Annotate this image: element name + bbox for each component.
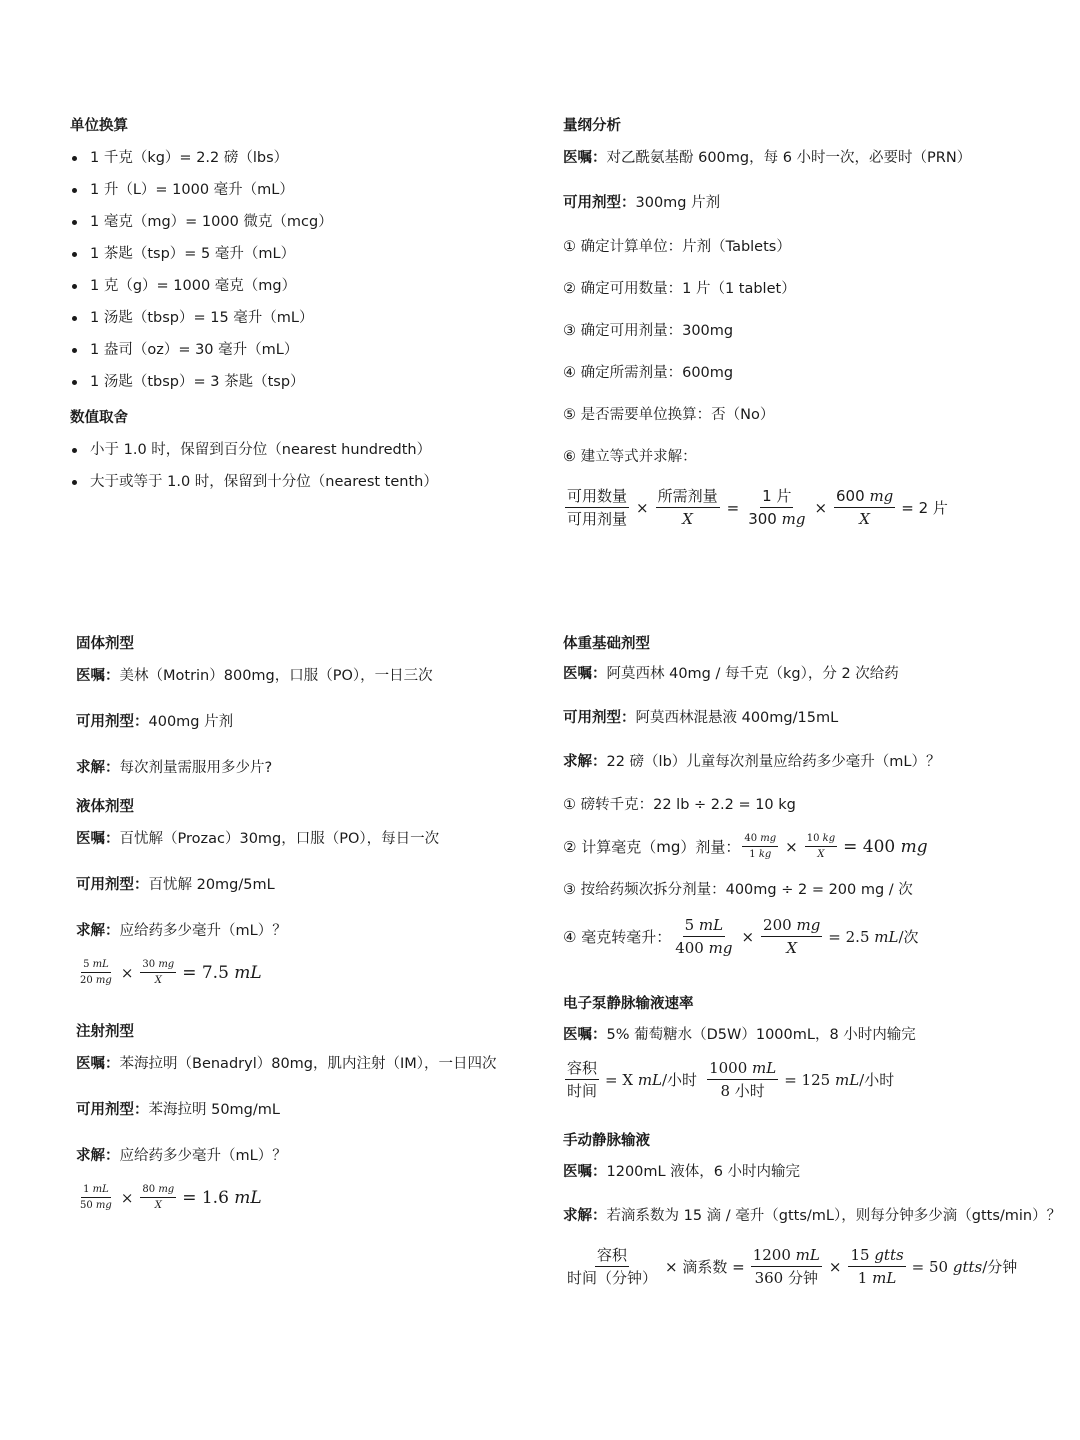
dimensional-equation: $\frac{\text{可用数量}}{\text{可用剂量}}$ × $\frac{\text{所需剂量}}{X}$ = $\frac{\text{1 片}}{300 mg}$ × $\frac{600 mg}{X}$ = 2 片 [567, 487, 948, 528]
order-line: 医嘱：5% 葡萄糖水（D5W）1000mL，8 小时内输完 [563, 1027, 916, 1043]
step-2: ② 计算毫克（mg）剂量： $\frac{40 mg}{1 kg}$ × $\frac{10 kg}{X}$ = 400 mg [563, 833, 928, 860]
pump-iv-section [563, 994, 916, 1100]
order-line: 医嘱：阿莫西林 40mg / 每千克（kg），分 2 次给药 [563, 666, 899, 682]
step-5: ⑤ 是否需要单位换算：否（No） [563, 407, 775, 423]
pump-equation: $\frac{\text{容积}}{\text{时间}}$ = X mL/小时 $\frac{1000 mL}{\text{8 小时}}$ = 125 mL/小时 [567, 1059, 895, 1100]
list-item: 1 升（L）= 1000 毫升（mL） [70, 174, 333, 206]
list-item: 大于或等于 1.0 时，保留到十分位（nearest tenth） [70, 466, 438, 498]
weight-based-section [563, 634, 941, 957]
available-line: 可用剂型：百忧解 20mg/5mL [76, 877, 275, 893]
list-item: 1 茶匙（tsp）= 5 毫升（mL） [70, 238, 333, 270]
order-line: 医嘱：百忧解（Prozac）30mg，口服（PO），每日一次 [76, 831, 440, 847]
fraction: $\frac{600 mg}{X}$ [836, 487, 894, 528]
unit-conversion-list [70, 142, 333, 398]
step-4: ④ 确定所需剂量：600mg [563, 365, 734, 381]
manual-title: 手动静脉输液 [563, 1133, 650, 1149]
list-item: 1 克（g）= 1000 毫克（mg） [70, 270, 333, 302]
liquid-title: 液体剂型 [76, 799, 134, 815]
step-6: ⑥ 建立等式并求解： [563, 449, 697, 465]
fraction: $\frac{\text{容积}}{\text{时间}}$ [567, 1059, 598, 1100]
question-line: 求解：22 磅（lb）儿童每次剂量应给药多少毫升（mL）？ [563, 754, 941, 770]
unit-conversion-section [70, 116, 333, 398]
question-line: 求解：若滴系数为 15 滴 / 毫升（gtts/mL），则每分钟多少滴（gtts/min）？ [563, 1208, 1062, 1224]
step-4: ④ 毫克转毫升： $\frac{5 mL}{400 mg}$ × $\frac{200 mg}{X}$ = 2.5 mL/次 [563, 916, 919, 957]
liquid-equation: $\frac{5 mL}{20 mg}$ × $\frac{30 mg}{X}$ = 7.5 mL [80, 959, 262, 986]
order-line: 医嘱：美林（Motrin）800mg，口服（PO），一日三次 [76, 668, 433, 684]
fraction: $\frac{1 mL}{50 mg}$ [80, 1184, 112, 1211]
step-2: ② 确定可用数量：1 片（1 tablet） [563, 281, 796, 297]
solid-title: 固体剂型 [76, 636, 134, 652]
fraction: $\frac{80 mg}{X}$ [142, 1184, 175, 1211]
available-line: 可用剂型：苯海拉明 50mg/mL [76, 1102, 280, 1118]
fraction: $\frac{\text{容积}}{\text{时间（分钟）}}$ [567, 1246, 658, 1287]
question-line: 求解：应给药多少毫升（mL）？ [76, 923, 287, 939]
step-1: ① 磅转千克：22 lb ÷ 2.2 = 10 kg [563, 797, 796, 813]
list-item: 1 毫克（mg）= 1000 微克（mcg） [70, 206, 333, 238]
available-line: 可用剂型：阿莫西林混悬液 400mg/15mL [563, 710, 839, 726]
dimensional-analysis-section [563, 116, 971, 528]
fraction: $\frac{200 mg}{X}$ [763, 916, 821, 957]
question-line: 求解：应给药多少毫升（mL）？ [76, 1148, 287, 1164]
order-line: 医嘱：苯海拉明（Benadryl）80mg，肌内注射（IM），一日四次 [76, 1056, 497, 1072]
liquid-dosage-section [76, 797, 439, 986]
fraction: $\frac{5 mL}{20 mg}$ [80, 959, 112, 986]
available-line: 可用剂型：300mg 片剂 [563, 195, 721, 211]
step-1: ① 确定计算单位：片剂（Tablets） [563, 239, 791, 255]
solid-dosage-section [76, 634, 433, 778]
weight-title: 体重基础剂型 [563, 636, 650, 652]
manual-equation: $\frac{\text{容积}}{\text{时间（分钟）}}$ × 滴系数 = $\frac{1200 mL}{\text{360 分钟}}$ × $\frac{\text{15 gtts}}{1 mL}$ = 50 gtts/分钟 [567, 1246, 1018, 1287]
dimensional-title: 量纲分析 [563, 118, 621, 134]
fraction: $\frac{\text{所需剂量}}{X}$ [657, 487, 718, 528]
step-3: ③ 按给药频次拆分剂量：400mg ÷ 2 = 200 mg / 次 [563, 882, 913, 898]
order-line: 医嘱：对乙酰氨基酚 600mg，每 6 小时一次，必要时（PRN） [563, 150, 972, 166]
injection-title: 注射剂型 [76, 1024, 134, 1040]
list-item: 1 千克（kg）= 2.2 磅（lbs） [70, 142, 333, 174]
list-item: 1 汤匙（tbsp）= 3 茶匙（tsp） [70, 366, 333, 398]
injection-dosage-section [76, 1022, 497, 1211]
order-line: 医嘱：1200mL 液体，6 小时内输完 [563, 1164, 801, 1180]
rounding-section [70, 408, 438, 498]
fraction: $\frac{\text{可用数量}}{\text{可用剂量}}$ [567, 487, 628, 528]
list-item: 小于 1.0 时，保留到百分位（nearest hundredth） [70, 434, 438, 466]
rounding-title: 数值取舍 [70, 410, 128, 426]
rounding-list [70, 434, 438, 498]
fraction: $\frac{1200 mL}{\text{360 分钟}}$ [752, 1246, 820, 1287]
unit-conversion-title: 单位换算 [70, 118, 128, 134]
available-line: 可用剂型：400mg 片剂 [76, 714, 234, 730]
injection-equation: $\frac{1 mL}{50 mg}$ × $\frac{80 mg}{X}$ = 1.6 mL [80, 1184, 262, 1211]
fraction: $\frac{30 mg}{X}$ [142, 959, 175, 986]
step-3: ③ 确定可用剂量：300mg [563, 323, 734, 339]
fraction: $\frac{5 mL}{400 mg}$ [675, 916, 733, 957]
question-line: 求解：每次剂量需服用多少片? [76, 760, 273, 776]
manual-iv-section [563, 1131, 1061, 1287]
fraction: $\frac{\text{15 gtts}}{1 mL}$ [850, 1246, 904, 1287]
pump-title: 电子泵静脉输液速率 [563, 996, 694, 1012]
fraction: $\frac{40 mg}{1 kg}$ [744, 833, 777, 860]
fraction: $\frac{1000 mL}{\text{8 小时}}$ [709, 1059, 777, 1100]
list-item: 1 汤匙（tbsp）= 15 毫升（mL） [70, 302, 333, 334]
list-item: 1 盎司（oz）= 30 毫升（mL） [70, 334, 333, 366]
fraction: $\frac{10 kg}{X}$ [806, 833, 836, 860]
fraction: $\frac{\text{1 片}}{300 mg}$ [748, 487, 806, 528]
